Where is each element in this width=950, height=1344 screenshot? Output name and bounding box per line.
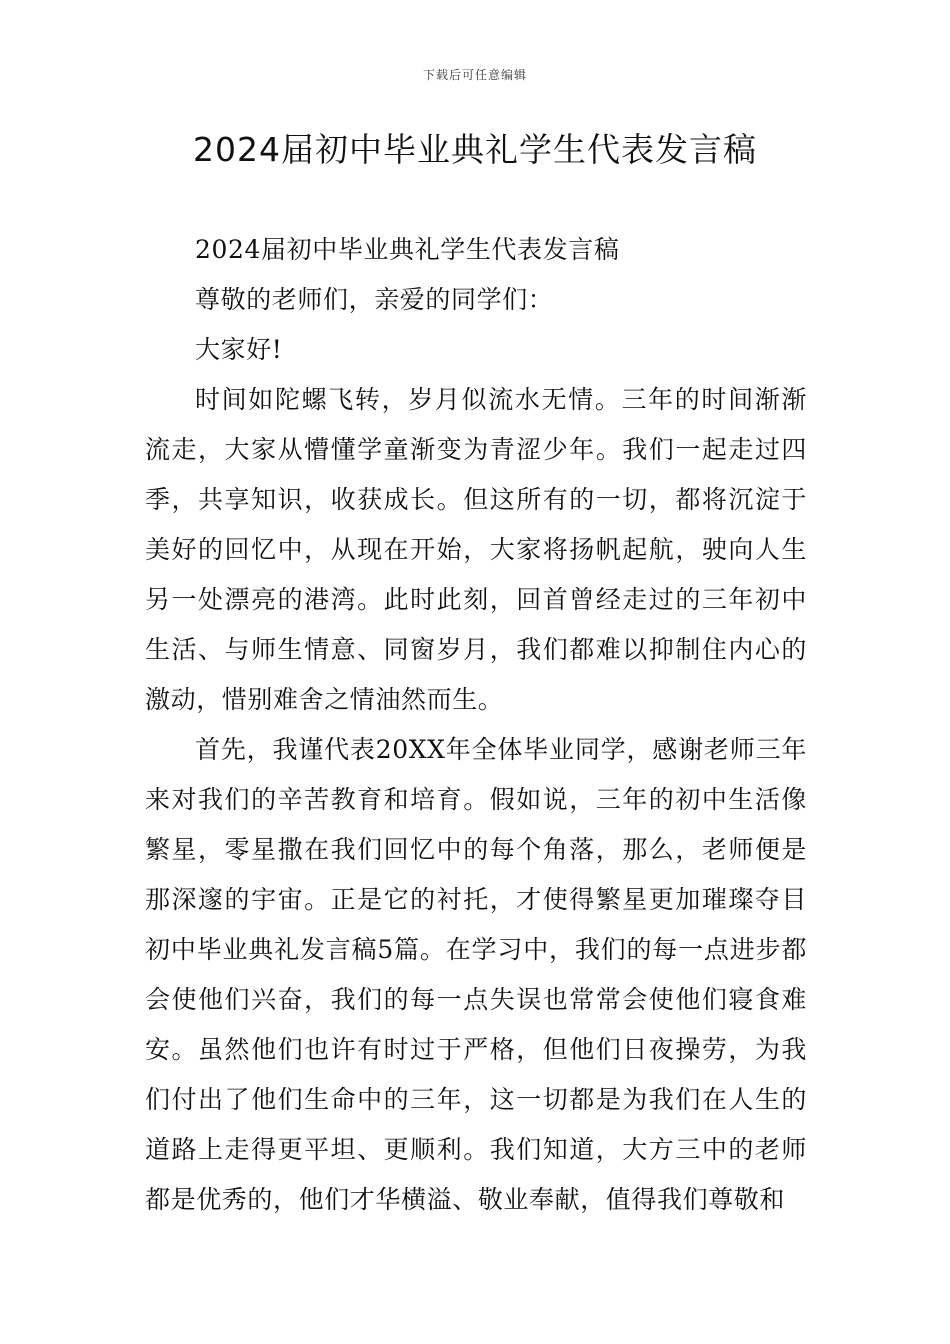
header-note: 下载后可任意编辑	[422, 68, 527, 82]
paragraph-body-1: 时间如陀螺飞转，岁月似流水无情。三年的时间渐渐流走，大家从懵懂学童渐变为青涩少年。我们一起走过四季，共享知识，收获成长。但这所有的一切，都将沉淀于美好的回忆中，从现在开始，大家将扬帆起航，驶向人生另一处漂亮的港湾。此时此刻，回首曾经走过的三年初中生活、与师生情意、同窗岁月，我们都难以抑制住内心的激动，惜别难舍之情油然而生。	[145, 385, 807, 714]
paragraph-salutation: 尊敬的老师们，亲爱的同学们：	[195, 285, 554, 314]
paragraph-body-2: 首先，我谨代表20XX年全体毕业同学，感谢老师三年来对我们的辛苦教育和培育。假如说，三年的初中生活像繁星，零星撒在我们回忆中的每个角落，那么，老师便是那深邃的宇宙。正是它的衬托，才使得繁星更加璀璨夺目初中毕业典礼发言稿5篇。在学习中，我们的每一点进步都会使他们兴奋，我们的每一点失误也常常会使他们寝食难安。虽然他们也许有时过于严格，但他们日夜操劳，为我们付出了他们生命中的三年，这一切都是为我们在人生的道路上走得更平坦、更顺利。我们知道，大方三中的老师都是优秀的，他们才华横溢、敬业奉献，值得我们尊敬和	[145, 735, 807, 1214]
document-title: 2024届初中毕业典礼学生代表发言稿	[193, 130, 757, 169]
document-body	[145, 225, 807, 1225]
paragraph-greeting: 大家好!	[195, 335, 283, 364]
paragraph-subtitle: 2024届初中毕业典礼学生代表发言稿	[195, 235, 620, 264]
